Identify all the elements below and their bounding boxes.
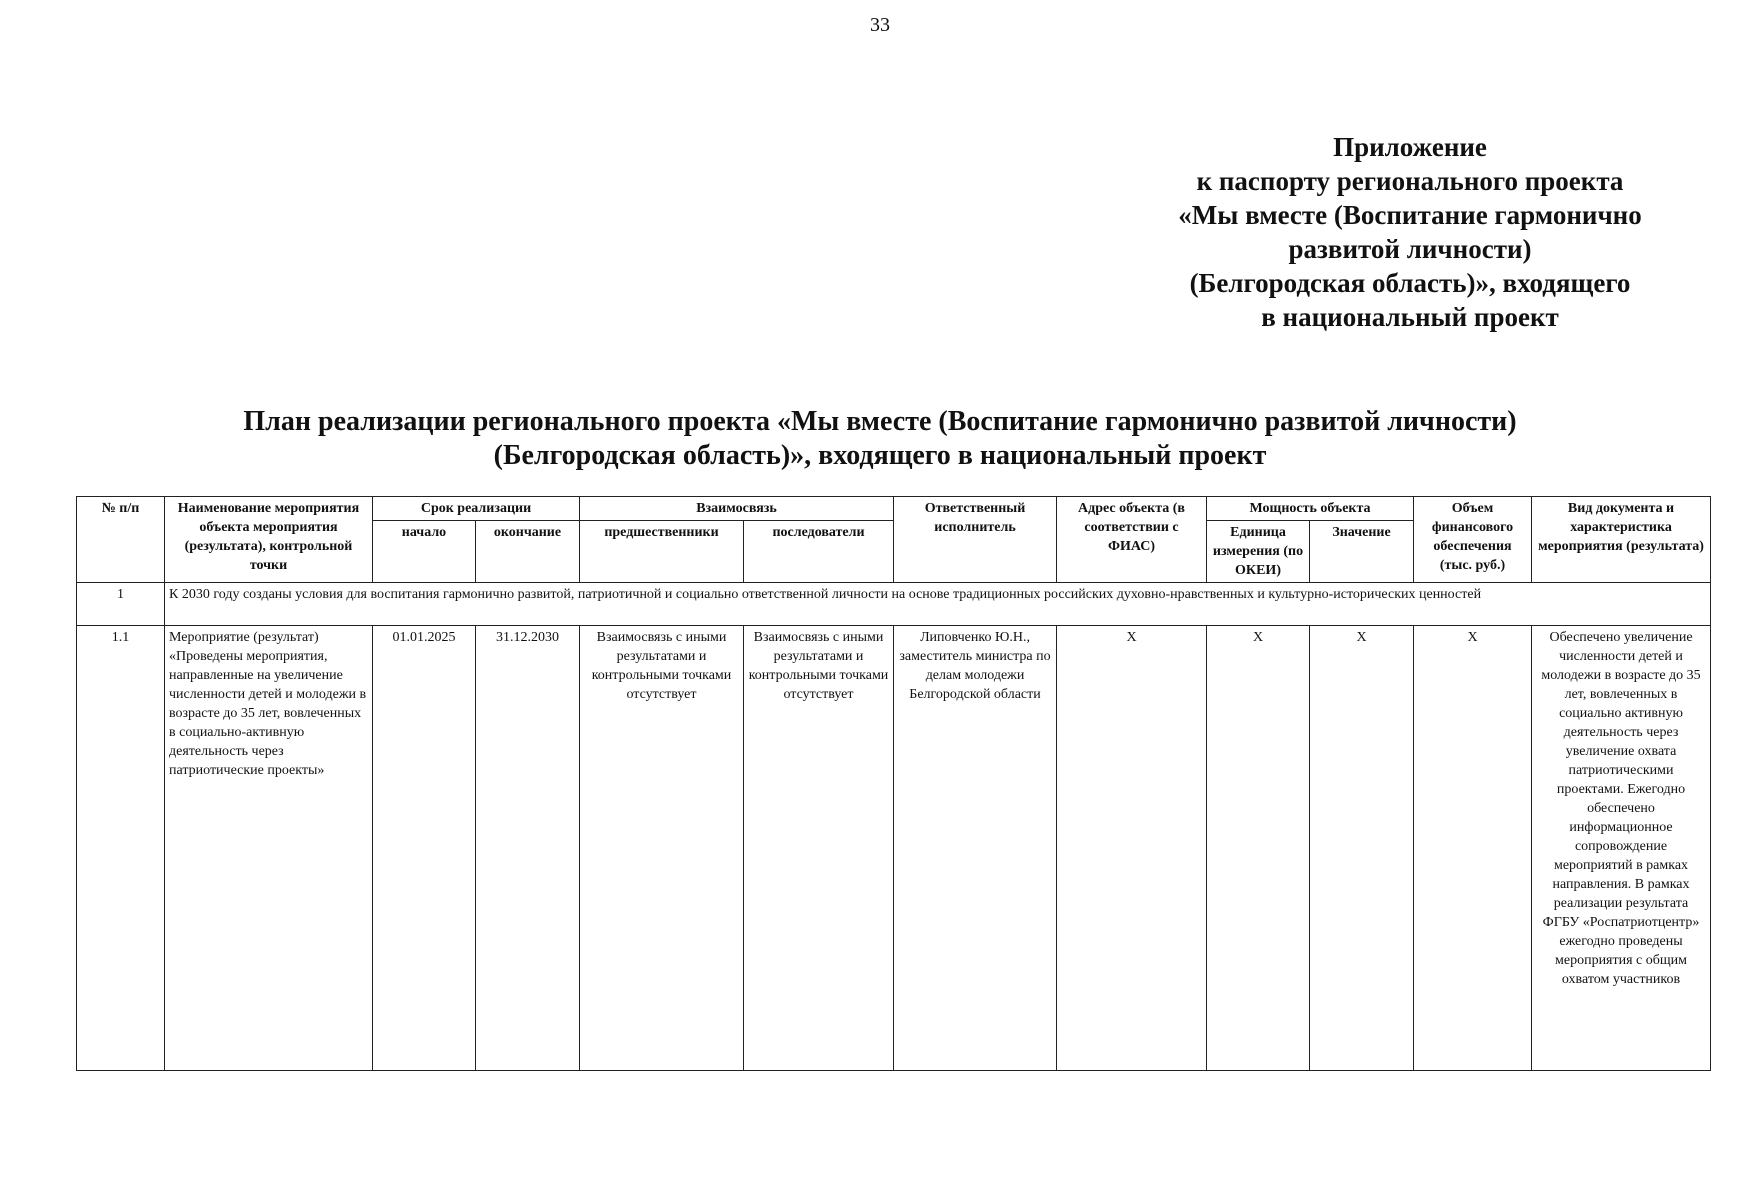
- header-value: Значение: [1310, 521, 1414, 583]
- header-num: № п/п: [77, 497, 165, 583]
- appendix-heading: [1120, 130, 1700, 334]
- header-doc-type: Вид документа и характеристика мероприятия (результата): [1532, 497, 1711, 583]
- cell-successors: Взаимосвязь с иными результатами и контрольными точками отсутствует: [744, 626, 894, 1071]
- document-title-line: План реализации регионального проекта «Мы вместе (Воспитание гармонично развитой личности): [243, 406, 1517, 437]
- appendix-line: «Мы вместе (Воспитание гармонично: [1178, 200, 1642, 230]
- implementation-plan-table: [76, 496, 1711, 1071]
- table-row: [77, 626, 1711, 1071]
- appendix-line: развитой личности): [1288, 234, 1532, 264]
- cell-value: Х: [1310, 626, 1414, 1071]
- cell-start: 01.01.2025: [373, 626, 476, 1071]
- cell-responsible: Липовченко Ю.Н., заместитель министра по делам молодежи Белгородской области: [894, 626, 1057, 1071]
- table-row-goal: [77, 583, 1711, 626]
- appendix-line: к паспорту регионального проекта: [1196, 166, 1624, 196]
- appendix-line: (Белгородская область)», входящего: [1189, 268, 1631, 298]
- header-unit: Единица измерения (по ОКЕИ): [1207, 521, 1310, 583]
- cell-num: 1.1: [77, 626, 165, 1071]
- cell-name: Мероприятие (результат) «Проведены мероприятия, направленные на увеличение численности детей и молодежи в возрасте до 35 лет, вовлеченных в социально-активную деятельность через патриотические проекты»: [165, 626, 373, 1071]
- cell-predecessors: Взаимосвязь с иными результатами и контрольными точками отсутствует: [580, 626, 744, 1071]
- cell-unit: Х: [1207, 626, 1310, 1071]
- document-title: [0, 405, 1760, 473]
- header-responsible: Ответственный исполнитель: [894, 497, 1057, 583]
- cell-end: 31.12.2030: [476, 626, 580, 1071]
- header-end: окончание: [476, 521, 580, 583]
- cell-goal-text: К 2030 году созданы условия для воспитания гармонично развитой, патриотичной и социально ответственной личности на основе традиционных российских духовно-нравственных и культурно-исторических ценностей: [165, 583, 1711, 626]
- header-capacity: Мощность объекта: [1207, 497, 1414, 521]
- header-start: начало: [373, 521, 476, 583]
- document-title-line: (Белгородская область)», входящего в национальный проект: [493, 440, 1267, 471]
- cell-address: Х: [1057, 626, 1207, 1071]
- cell-funding: Х: [1414, 626, 1532, 1071]
- header-period: Срок реализации: [373, 497, 580, 521]
- header-funding: Объем финансового обеспечения (тыс. руб.): [1414, 497, 1532, 583]
- cell-num: 1: [77, 583, 165, 626]
- appendix-line: в национальный проект: [1261, 302, 1559, 332]
- page-number: 33: [870, 14, 890, 36]
- header-relation: Взаимосвязь: [580, 497, 894, 521]
- header-successors: последователи: [744, 521, 894, 583]
- header-address: Адрес объекта (в соответствии с ФИАС): [1057, 497, 1207, 583]
- header-name: Наименование мероприятия объекта мероприятия (результата), контрольной точки: [165, 497, 373, 583]
- header-predecessors: предшественники: [580, 521, 744, 583]
- cell-doc-type: Обеспечено увеличение численности детей и молодежи в возрасте до 35 лет, вовлеченных в социально активную деятельность через увеличение охвата патриотическими проектами. Ежегодно обеспечено информационное сопровождение мероприятий в рамках направления. В рамках реализации результата ФГБУ «Роспатриотцентр» ежегодно проведены мероприятия с общим охватом участников: [1532, 626, 1711, 1071]
- table-header-row: [77, 497, 1711, 521]
- appendix-line: Приложение: [1333, 132, 1487, 162]
